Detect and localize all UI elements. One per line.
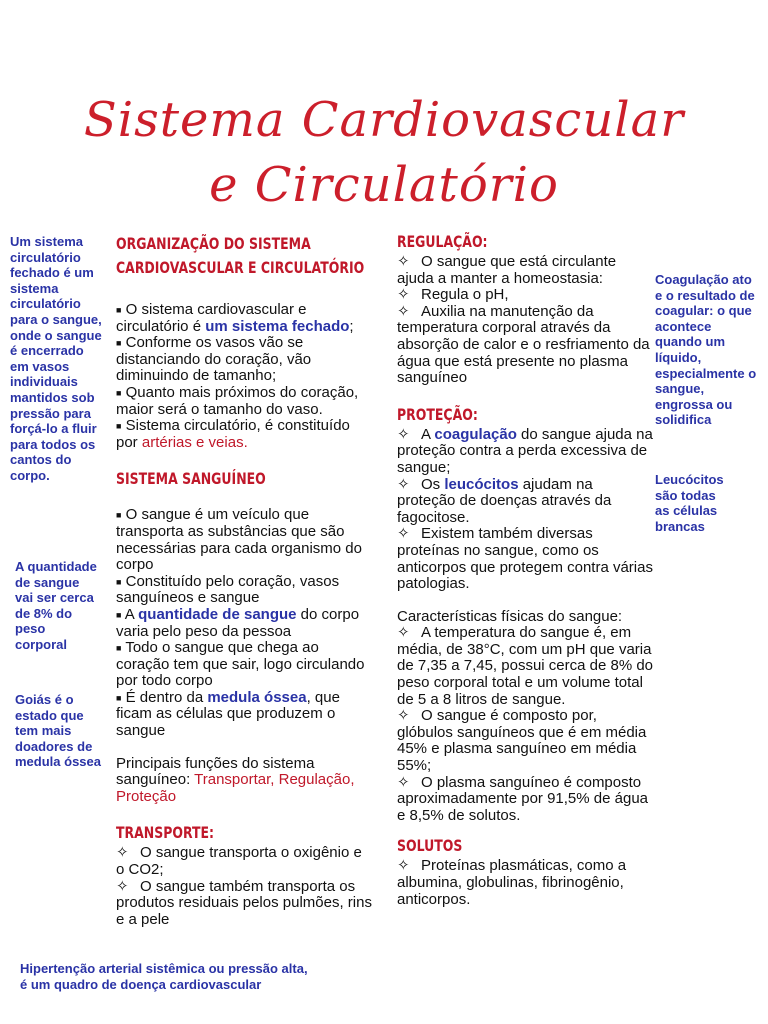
- square-bullet-icon: ■: [116, 609, 122, 620]
- star-bullet-icon: ✧: [116, 844, 129, 862]
- square-bullet-icon: ■: [116, 387, 122, 398]
- square-bullet-icon: ■: [116, 692, 122, 703]
- star-bullet-icon: ✧: [397, 857, 410, 875]
- star-item: ✧ O sangue que está circulante ajuda a manter a homeostasia:: [397, 253, 617, 287]
- main-functions-text: Principais funções do sistema sanguíneo: Transportar, Regulação, Proteção: [116, 754, 355, 805]
- star-bullet-icon: ✧: [397, 525, 410, 543]
- square-bullet-icon: ■: [116, 338, 122, 349]
- note-blood-quantity: A quantidade de sangue vai ser cerca de 8% do peso corporal: [15, 559, 97, 652]
- square-bullet-icon: ■: [116, 421, 122, 432]
- star-bullet-icon: ✧: [397, 707, 410, 725]
- star-item: ✧ Existem também diversas proteínas no sangue, como os anticorpos que protegem contra várias patologias.: [397, 525, 653, 593]
- note-coagulation: Coagulação ato e o resultado de coagular: o que acontece quando um líquido, especialmente o sangue, engrossa ou solidifica: [655, 272, 757, 428]
- star-item: ✧ O sangue é composto por, glóbulos sanguíneos que é em média 45% e plasma sanguíneo em média 55%;: [397, 707, 647, 775]
- note-closed-system: Um sistema circulatório fechado é um sistema circulatório para o sangue, onde o sangue é encerrado em vasos individuais mantidos sob pressão para forçá-lo a fluir para todos os cantos do corpo.: [10, 234, 102, 483]
- star-bullet-icon: ✧: [397, 624, 410, 642]
- star-item: ✧ Auxilia na manutenção da temperatura corporal através da absorção de calor e o resfriamento da água que está presente no plasma sanguíneo: [397, 302, 650, 387]
- section-heading-solutes: SOLUTOS: [397, 836, 463, 856]
- column-left: [116, 232, 374, 928]
- square-bullet-icon: ■: [116, 305, 122, 315]
- star-item: ✧ O sangue transporta o oxigênio e o CO2;: [116, 844, 362, 879]
- bullet-item: ■ Sistema circulatório, é constituído por artérias e veias.: [116, 417, 350, 451]
- bullet-item: ■ O sistema cardiovascular e circulatório é um sistema fechado;: [116, 301, 354, 335]
- column-right: [397, 230, 655, 908]
- section-heading-regulation: REGULAÇÃO:: [397, 232, 488, 251]
- section-heading-organization: ORGANIZAÇÃO DO SISTEMA CARDIOVASCULAR E CIRCULATÓRIO: [116, 234, 365, 277]
- star-item: ✧ Regula o pH,: [397, 286, 509, 304]
- star-item: ✧ A temperatura do sangue é, em média, de 38°C, com um pH que varia de 7,35 a 7,45, possui cerca de 8% do peso corporal total e um volume total de 5 a 8 litros de sangue.: [397, 624, 654, 708]
- section-heading-blood-system: SISTEMA SANGUÍNEO: [116, 469, 266, 489]
- section-heading-transport: TRANSPORTE:: [116, 823, 215, 843]
- bullet-item: ■ A quantidade de sangue do corpo varia pelo peso da pessoa: [116, 605, 360, 640]
- star-item: ✧ O plasma sanguíneo é composto aproximadamente por 91,5% de água e 8,5% de solutos.: [397, 773, 649, 824]
- footer-line2: é um quadro de doença cardiovascular: [20, 976, 262, 992]
- square-bullet-icon: ■: [116, 643, 122, 654]
- note-goias-donors: Goiás é o estado que tem mais doadores de medula óssea: [15, 692, 101, 770]
- star-bullet-icon: ✧: [116, 877, 129, 895]
- bullet-item: ■ É dentro da medula óssea, que ficam as células que produzem o sangue: [116, 688, 340, 740]
- bullet-item: ■ Conforme os vasos vão se distanciando do coração, vão diminuindo de tamanho;: [116, 334, 312, 385]
- bullet-item: ■ Todo o sangue que chega ao coração tem que sair, logo circulando por todo corpo: [116, 639, 365, 690]
- page-title: Sistema Cardiovascular: [83, 92, 685, 148]
- star-bullet-icon: ✧: [397, 773, 410, 791]
- square-bullet-icon: ■: [116, 510, 122, 521]
- bullet-item: ■ Quanto mais próximos do coração, maior será o tamanho do vaso.: [116, 383, 359, 418]
- star-bullet-icon: ✧: [397, 302, 410, 320]
- star-item: ✧ A coagulação do sangue ajuda na proteção contra a perda excessiva de sangue;: [397, 425, 653, 476]
- star-item: ✧ Proteínas plasmáticas, como a albumina, globulinas, fibrinogênio, anticorpos.: [397, 857, 627, 908]
- star-item: ✧ O sangue também transporta os produtos residuais pelos pulmões, rins e a pele: [116, 877, 372, 928]
- bullet-item: ■ O sangue é um veículo que transporta as substâncias que são necessárias para cada organismo do corpo: [116, 506, 362, 574]
- star-bullet-icon: ✧: [397, 286, 410, 304]
- physical-characteristics-intro: Características físicas do sangue:: [397, 607, 623, 625]
- star-bullet-icon: ✧: [397, 425, 410, 443]
- star-bullet-icon: ✧: [397, 475, 410, 493]
- square-bullet-icon: ■: [116, 576, 122, 587]
- note-leukocytes: Leucócitos são todas as células brancas: [655, 472, 724, 534]
- star-item: ✧ Os leucócitos ajudam na proteção de doenças através da fagocitose.: [397, 475, 612, 526]
- star-bullet-icon: ✧: [397, 253, 410, 270]
- footer-line1: Hipertenção arterial sistêmica ou pressão alta,: [20, 961, 308, 976]
- page-title-line2: e Circulatório: [209, 157, 559, 213]
- bullet-item: ■ Constituído pelo coração, vasos sanguíneos e sangue: [116, 572, 340, 607]
- footer-hypertension-note: [20, 961, 380, 992]
- section-heading-protection: PROTEÇÃO:: [397, 404, 478, 424]
